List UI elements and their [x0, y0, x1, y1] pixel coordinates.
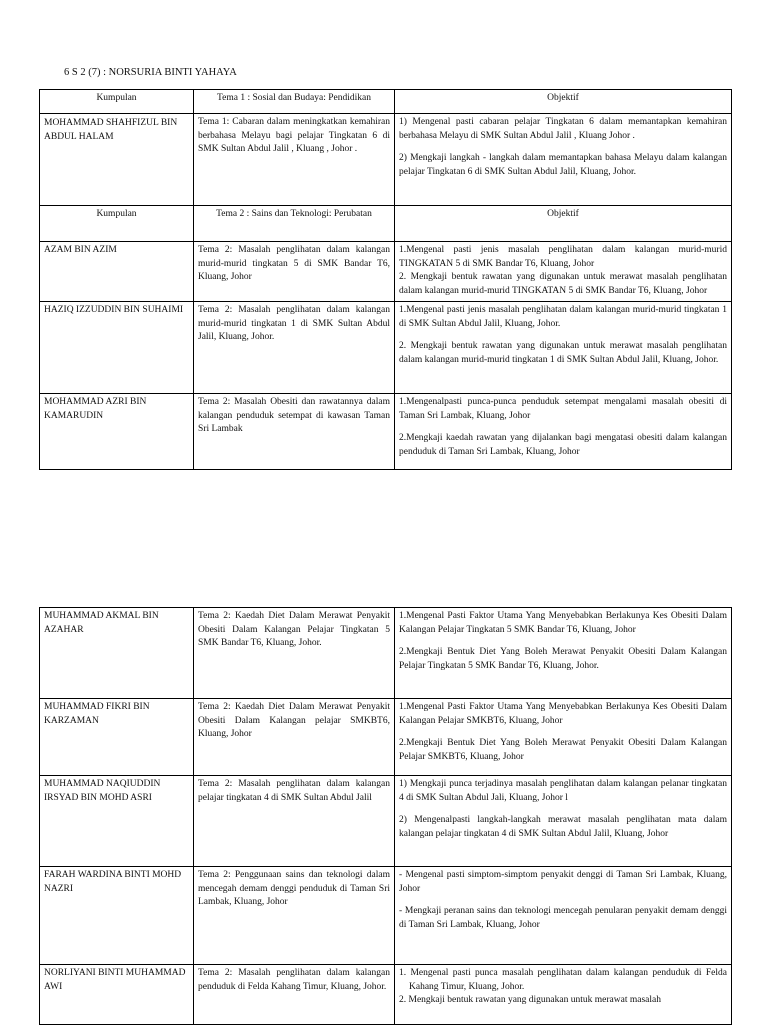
student-name: MOHAMMAD AZRI BIN KAMARUDIN: [40, 394, 194, 470]
objective-2: 2.Mengkaji Bentuk Diet Yang Boleh Merawat Penyakit Obesiti Dalam Kalangan Pelajar SMKBT6, Kluang, Johor: [399, 738, 727, 762]
tema-cell: Tema 1: Cabaran dalam meningkatkan kemahiran berbahasa Melayu bagi pelajar Tingkatan 6 di SMK Sultan Abdul Jalil , Kluang , Johor .: [194, 114, 395, 206]
tema-cell: Tema 2: Masalah penglihatan dalam kalangan murid-murid tingkatan 1 di SMK Sultan Abdul Jalil, Kluang, Johor.: [194, 302, 395, 394]
research-table-1: [39, 89, 732, 470]
objective-1: 1) Mengkaji punca terjadinya masalah penglihatan dalam kalangan pelanar tingkatan 4 di SMK Sultan Abdul Jali, Kluang, Johor l: [399, 779, 727, 803]
objektif-cell: [395, 608, 732, 699]
header-kumpulan: Kumpulan: [40, 90, 194, 114]
objektif-cell: [395, 242, 732, 302]
table-header-row: [40, 206, 732, 242]
objektif-cell: [395, 394, 732, 470]
header-objektif: Objektif: [395, 206, 732, 242]
student-name: MUHAMMAD NAQIUDDIN IRSYAD BIN MOHD ASRI: [40, 776, 194, 867]
objektif-cell: [395, 965, 732, 1025]
student-name: MUHAMMAD FIKRI BIN KARZAMAN: [40, 699, 194, 776]
document-heading: 6 S 2 (7) : NORSURIA BINTI YAHAYA: [64, 67, 237, 78]
objective-2: 2.Mengkaji kaedah rawatan yang dijalankan bagi mengatasi obesiti dalam kalangan penduduk di Taman Sri Lambak, Kluang, Johor: [399, 433, 727, 457]
student-name: FARAH WARDINA BINTI MOHD NAZRI: [40, 867, 194, 965]
tema-cell: Tema 2: Kaedah Diet Dalam Merawat Penyakit Obesiti Dalam Kalangan Pelajar Tingkatan 5 SMK Bandar T6, Kluang, Johor.: [194, 608, 395, 699]
objective-1: 1. Mengenal pasti punca masalah penglihatan dalam kalangan penduduk di Felda Kahang Timur, Kluang, Johor.: [399, 968, 727, 992]
objective-1: 1.Mengenal Pasti Faktor Utama Yang Menyebabkan Berlakunya Kes Obesiti Dalam Kalangan Pelajar Tingkatan 5 SMK Bandar T6, Kluang, Johor: [399, 611, 727, 635]
objective-2: 2. Mengkaji bentuk rawatan yang digunakan untuk merawat masalah penglihatan dalam kalangan murid-murid TINGKATAN 5 di SMK Bandar T6, Kluang, Johor: [399, 272, 727, 296]
objective-2: - Mengkaji peranan sains dan teknologi mencegah penularan penyakit demam denggi di Taman Sri Lambak, Kluang, Johor: [399, 906, 727, 930]
objective-2: 2) Mengkaji langkah - langkah dalam memantapkan bahasa Melayu dalam kalangan pelajar Tingkatan 6 di SMK Sultan Abdul Jalil, Kluang, Johor.: [399, 153, 727, 177]
student-name: NORLIYANI BINTI MUHAMMAD AWI: [40, 965, 194, 1025]
tema-cell: Tema 2: Masalah penglihatan dalam kalangan pelajar tingkatan 4 di SMK Sultan Abdul Jalil: [194, 776, 395, 867]
objective-2: 2. Mengkaji bentuk rawatan yang digunakan untuk merawat masalah penglihatan dalam kalangan murid-murid tingkatan 1 di SMK Sultan Abdul Jalil, Kluang, Johor.: [399, 341, 727, 365]
objektif-cell: [395, 867, 732, 965]
objektif-cell: [395, 114, 732, 206]
objective-1: 1.Mengenalpasti punca-punca penduduk setempat mengalami masalah obesiti di Taman Sri Lambak, Kluang, Johor: [399, 397, 727, 421]
table-row: [40, 242, 732, 302]
table-header-row: [40, 90, 732, 114]
table-row: [40, 776, 732, 867]
objective-2: 2) Mengenalpasti langkah-langkah merawat masalah penglihatan mata dalam kalangan pelajar tingkatan 4 di SMK Sultan Abdul Jalil, Kluang, Johor: [399, 815, 727, 839]
objektif-cell: [395, 776, 732, 867]
table-row: [40, 608, 732, 699]
table-row: [40, 394, 732, 470]
table-row: [40, 867, 732, 965]
objective-1: 1) Mengenal pasti cabaran pelajar Tingkatan 6 dalam memantapkan kemahiran berbahasa Melayu di SMK Sultan Abdul Jalil , Kluang Johor .: [399, 117, 727, 141]
objective-2: 2.Mengkaji Bentuk Diet Yang Boleh Merawat Penyakit Obesiti Dalam Kalangan Pelajar Tingkatan 5 SMK Bandar T6, Kluang, Johor.: [399, 647, 727, 671]
student-name: AZAM BIN AZIM: [40, 242, 194, 302]
tema-cell: Tema 2: Masalah penglihatan dalam kalangan murid-murid tingkatan 5 di SMK Bandar T6, Kluang, Johor: [194, 242, 395, 302]
header-tema: Tema 1 : Sosial dan Budaya: Pendidikan: [194, 90, 395, 114]
objective-2: 2. Mengkaji bentuk rawatan yang digunakan untuk merawat masalah: [399, 995, 661, 1005]
tema-cell: Tema 2: Penggunaan sains dan teknologi dalam mencegah demam denggi penduduk di Taman Sri Lambak, Kluang, Johor: [194, 867, 395, 965]
tema-cell: Tema 2: Kaedah Diet Dalam Merawat Penyakit Obesiti Dalam Kalangan pelajar SMKBT6, Kluang, Johor: [194, 699, 395, 776]
header-tema: Tema 2 : Sains dan Teknologi: Perubatan: [194, 206, 395, 242]
table-row: [40, 699, 732, 776]
objektif-cell: [395, 699, 732, 776]
student-name: MOHAMMAD SHAHFIZUL BIN ABDUL HALAM: [40, 114, 194, 206]
student-name: MUHAMMAD AKMAL BIN AZAHAR: [40, 608, 194, 699]
student-name: HAZIQ IZZUDDIN BIN SUHAIMI: [40, 302, 194, 394]
header-kumpulan: Kumpulan: [40, 206, 194, 242]
table-row: [40, 302, 732, 394]
objective-1: 1.Mengenal pasti jenis masalah penglihatan dalam kalangan murid-murid tingkatan 1 di SMK Sultan Abdul Jalil, Kluang, Johor.: [399, 305, 727, 329]
objektif-cell: [395, 302, 732, 394]
objective-1: 1.Mengenal Pasti Faktor Utama Yang Menyebabkan Berlakunya Kes Obesiti Dalam Kalangan Pelajar SMKBT6, Kluang, Johor: [399, 702, 727, 726]
table-row: [40, 965, 732, 1025]
objective-1: 1.Mengenal pasti jenis masalah penglihatan dalam kalangan murid-murid TINGKATAN 5 di SMK Bandar T6, Kluang, Johor: [399, 245, 727, 269]
research-table-2: [39, 607, 732, 1025]
tema-cell: Tema 2: Masalah penglihatan dalam kalangan penduduk di Felda Kahang Timur, Kluang, Johor.: [194, 965, 395, 1025]
tema-cell: Tema 2: Masalah Obesiti dan rawatannya dalam kalangan penduduk setempat di kawasan Taman Sri Lambak: [194, 394, 395, 470]
objective-1: - Mengenal pasti simptom-simptom penyakit denggi di Taman Sri Lambak, Kluang, Johor: [399, 870, 727, 894]
table-row: [40, 114, 732, 206]
header-objektif: Objektif: [395, 90, 732, 114]
